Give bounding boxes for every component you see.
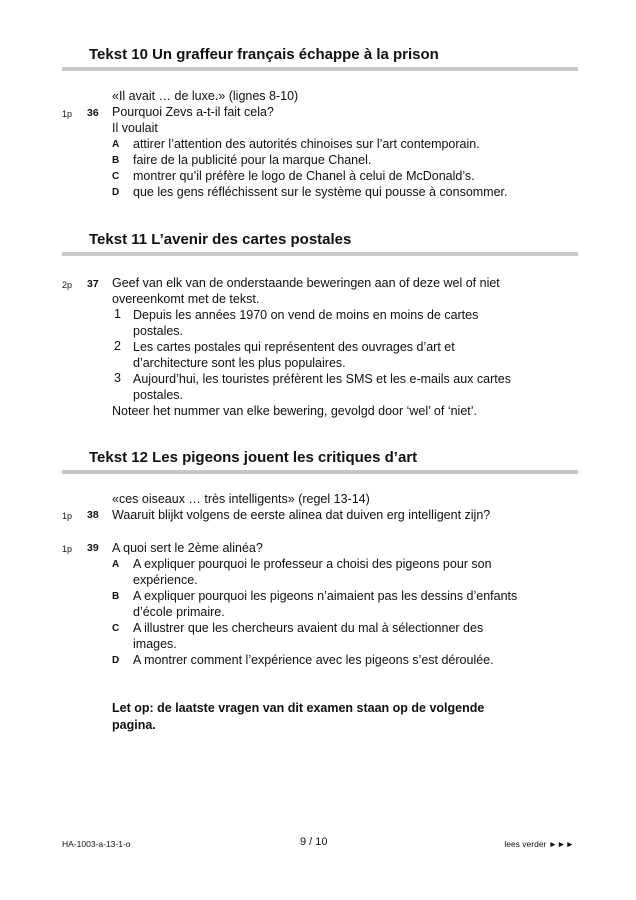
question-instruction: Noteer het nummer van elke bewering, gevolgd door ‘wel’ of ‘niet’. <box>112 404 478 418</box>
section-heading-tekst-11: Tekst 11 L’avenir des cartes postales <box>89 231 352 248</box>
question-text: Pourquoi Zevs a-t-il fait cela? <box>112 105 274 119</box>
question-number: 38 <box>87 509 99 521</box>
statement-line2: postales. <box>133 388 184 402</box>
option-letter: C <box>112 171 120 182</box>
option-letter: B <box>112 155 120 166</box>
option-letter: A <box>112 559 120 570</box>
section-heading-tekst-12: Tekst 12 Les pigeons jouent les critiques d’art <box>89 449 418 466</box>
option-text: que les gens réfléchissent sur le système qui pousse à consommer. <box>133 185 508 199</box>
option-line1: A illustrer que les chercheurs avaient du mal à sélectionner des <box>133 621 484 635</box>
statement-line2: d’architecture sont les plus populaires. <box>133 356 346 370</box>
question-points: 2p <box>62 280 73 290</box>
question-text: A quoi sert le 2ème alinéa? <box>112 541 263 555</box>
question-context: «Il avait … de luxe.» (lignes 8-10) <box>112 89 299 103</box>
statement-number: 1 <box>114 307 121 321</box>
next-page-notice-line2: pagina. <box>112 718 156 732</box>
option-line2: d’école primaire. <box>133 605 225 619</box>
option-text: montrer qu’il préfère le logo de Chanel à celui de McDonald’s. <box>133 169 475 183</box>
statement-line1: Depuis les années 1970 on vend de moins en moins de cartes <box>133 308 479 322</box>
option-letter: B <box>112 591 120 602</box>
option-line1: A expliquer pourquoi le professeur a choisi des pigeons pour son <box>133 557 492 571</box>
question-text: Waaruit blijkt volgens de eerste alinea dat duiven erg intelligent zijn? <box>112 508 491 522</box>
option-letter: D <box>112 187 120 198</box>
question-text-line1: Geef van elk van de onderstaande beweringen aan of deze wel of niet <box>112 276 500 290</box>
option-letter: D <box>112 655 120 666</box>
option-text: attirer l’attention des autorités chinoises sur l’art contemporain. <box>133 137 480 151</box>
question-context: «ces oiseaux … très intelligents» (regel 13-14) <box>112 492 370 506</box>
statement-number: 2 <box>114 339 121 353</box>
option-line1: A montrer comment l’expérience avec les pigeons s’est déroulée. <box>133 653 494 667</box>
question-points: 1p <box>62 511 73 521</box>
section-divider <box>62 470 578 474</box>
statement-line2: postales. <box>133 324 184 338</box>
option-line2: expérience. <box>133 573 198 587</box>
section-divider <box>62 252 578 256</box>
option-letter: A <box>112 139 120 150</box>
question-number: 37 <box>87 278 99 290</box>
question-points: 1p <box>62 109 73 119</box>
next-page-notice-line1: Let op: de laatste vragen van dit examen staan op de volgende <box>112 701 485 715</box>
statement-number: 3 <box>114 371 121 385</box>
question-text-line2: overeenkomt met de tekst. <box>112 292 260 306</box>
question-number: 36 <box>87 107 99 119</box>
statement-line1: Les cartes postales qui représentent des ouvrages d’art et <box>133 340 455 354</box>
question-points: 1p <box>62 544 73 554</box>
page-number: 9 / 10 <box>300 836 328 848</box>
section-divider <box>62 67 578 71</box>
question-number: 39 <box>87 542 99 554</box>
section-heading-tekst-10: Tekst 10 Un graffeur français échappe à la prison <box>89 46 439 63</box>
option-text: faire de la publicité pour la marque Chanel. <box>133 153 372 167</box>
continue-indicator: lees verder ►►► <box>504 839 574 849</box>
option-line1: A expliquer pourquoi les pigeons n’aimaient pas les dessins d’enfants <box>133 589 518 603</box>
exam-code: HA-1003-a-13-1-o <box>62 839 131 849</box>
option-letter: C <box>112 623 120 634</box>
question-lead: Il voulait <box>112 121 158 135</box>
statement-line1: Aujourd’hui, les touristes préfèrent les SMS et les e-mails aux cartes <box>133 372 511 386</box>
option-line2: images. <box>133 637 177 651</box>
